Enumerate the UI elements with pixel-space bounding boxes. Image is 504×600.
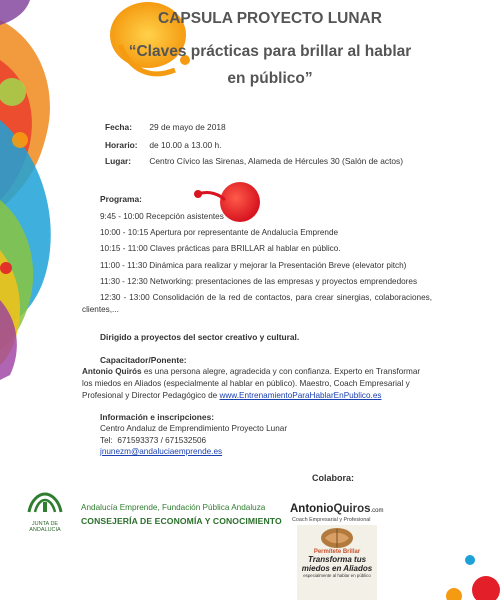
- info-email-row: [100, 446, 222, 458]
- tel-value: 671593373 / 671532506: [117, 436, 207, 445]
- programa-heading: Programa:: [100, 194, 142, 204]
- aq-tagline: Coach Empresarial y Profesional: [292, 517, 371, 523]
- walnut-icon: [297, 527, 377, 549]
- programa-item: 10:15 - 11:00 Claves prácticas para BRILLAR al hablar en público.: [100, 244, 341, 253]
- horario-row: [105, 140, 222, 150]
- tel-label: Tel:: [100, 436, 113, 445]
- org-line-1: Andalucía Emprende, Fundación Pública Andaluza: [81, 503, 266, 512]
- page-title: CAPSULA PROYECTO LUNAR: [158, 10, 382, 27]
- programa-item: 11:00 - 11:30 Dinámica para realizar y mejorar la Presentación Breve (elevator pitch): [100, 261, 407, 270]
- junta-emblem-icon: [25, 488, 65, 516]
- subtitle-line-2: en público”: [227, 70, 313, 87]
- programa-item: 9:45 - 10:00 Recepción asistentes: [100, 212, 224, 221]
- capacitador-bio: [82, 366, 427, 401]
- programa-item: 12:30 - 13:00 Consolidación de la red de contactos, para crear sinergias, colaboraciones, clientes,...: [82, 293, 432, 314]
- capacitador-text: es una persona alegre, agradecida y con confianza. Experto en Transformar los miedos en Aliados (especialmente al hablar en público). Maestro, Coach Empresarial y Profesional y Director Pedagógico de: [82, 367, 421, 400]
- dirigido-text: Dirigido a proyectos del sector creativo y cultural.: [100, 332, 300, 342]
- book-main-1: Transforma tus: [307, 555, 367, 564]
- info-line-1: Centro Andaluz de Emprendimiento Proyecto Lunar: [100, 424, 288, 433]
- book-foot: especialmente al hablar en público: [303, 573, 371, 578]
- capacitador-name: Antonio Quirós: [82, 367, 142, 376]
- fecha-value: 29 de mayo de 2018: [149, 122, 226, 132]
- email-link[interactable]: jnunezm@andaluciaemprende.es: [100, 447, 223, 456]
- org-line-2: CONSEJERÍA DE ECONOMÍA Y CONOCIMIENTO: [81, 516, 282, 526]
- info-heading: Información e inscripciones:: [100, 412, 215, 422]
- lugar-row: [105, 156, 403, 166]
- programa-item: 11:30 - 12:30 Networking: presentaciones de las empresas y proyectos emprendedores: [100, 277, 418, 286]
- lugar-value: Centro Cívico las Sirenas, Alameda de Hércules 30 (Salón de actos): [149, 156, 404, 166]
- book-cover: [297, 525, 377, 600]
- lugar-label: Lugar:: [105, 156, 132, 166]
- book-main-2: miedos en Aliados: [301, 564, 373, 573]
- book-title: Permítete Brillar: [313, 549, 361, 555]
- junta-andalucia-logo: [25, 488, 65, 533]
- aq-brand-3: .com: [370, 508, 384, 514]
- page-subtitle: [105, 38, 435, 92]
- fecha-row: [105, 122, 226, 132]
- colabora-label: Colabora:: [312, 473, 355, 483]
- horario-label: Horario:: [105, 140, 138, 150]
- horario-value: de 10.00 a 13.00 h.: [149, 140, 222, 150]
- fecha-label: Fecha:: [105, 122, 132, 132]
- capacitador-heading: Capacitador/Ponente:: [100, 355, 187, 365]
- subtitle-line-1: “Claves prácticas para brillar al hablar: [128, 43, 412, 60]
- aq-brand-1: Antonio: [290, 503, 334, 515]
- aq-brand-2: Quiros: [333, 503, 371, 515]
- entrenamiento-link[interactable]: www.EntrenamientoParaHablarEnPublico.es: [219, 390, 382, 400]
- programa-item: 10:00 - 10:15 Apertura por representante de Andalucía Emprende: [100, 228, 339, 237]
- antonio-quiros-logo: [290, 503, 384, 515]
- junta-text: JUNTA DE ANDALUCIA: [29, 521, 61, 533]
